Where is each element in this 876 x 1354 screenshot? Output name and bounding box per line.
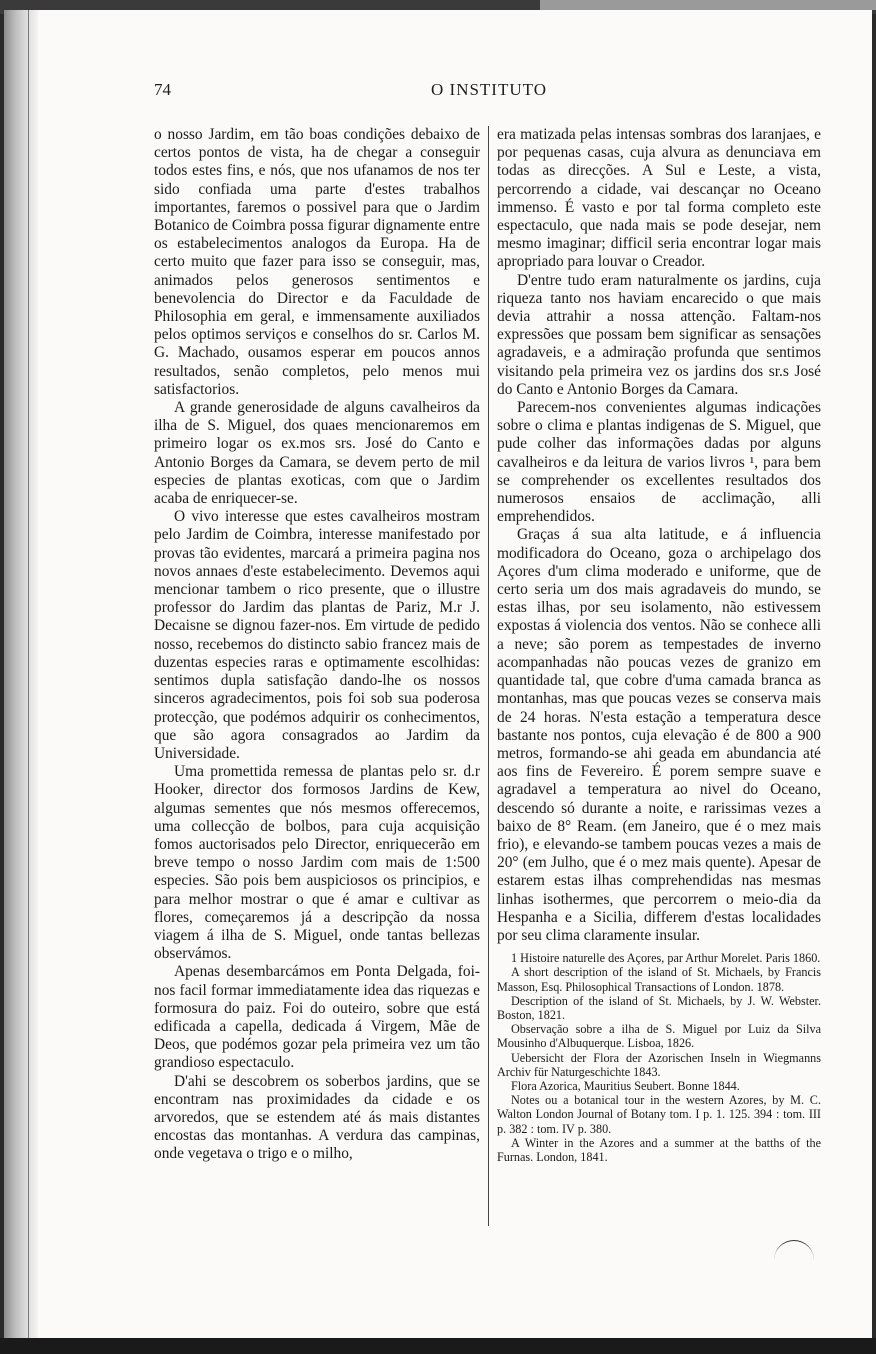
scan-border-top-light [540, 0, 876, 10]
right-paragraph-1: era matizada pelas intensas sombras dos laranjaes, e por pequenas casas, cuja alvura as denunciava em todas as direcções. A Sul e Leste, a vista, percorrendo a cidade, vai descançar no Oceano immenso. É vasto e por tal forma completo este espectaculo, que nada mais se pode desejar, nem mesmo imaginar; difficil seria encontrar logar mais apropriado para louvar o Creador. [497, 126, 821, 271]
right-column [497, 126, 821, 1164]
left-paragraph-1: o nosso Jardim, em tão boas condições debaixo de certos pontos de vista, ha de chegar a conseguir todos estes fins, e nós, que nos ufanamos de nos ter sido confiada uma parte d'estes trabalhos importantes, faremos o possivel para que o Jardim Botanico de Coimbra possa figurar dignamente entre os estabelecimentos analogos da Europa. Ha de certo muito que fazer para isso se conseguir, mas, animados pelos generosos sentimentos e benevolencia do Director e da Faculdade de Philosophia em geral, e immensamente auxiliados pelos optimos serviços e conselhos do sr. Carlos M. G. Machado, ousamos esperar em poucos annos resultados, senão completos, pelo menos mui satisfactorios. [154, 126, 480, 398]
footnote: Observação sobre a ilha de S. Miguel por Luiz da Silva Mousinho d'Albuquerque. Lisboa, 1826. [497, 1022, 821, 1051]
column-rule [488, 126, 489, 1226]
right-paragraph-4: Graças á sua alta latitude, e á influencia modificadora do Oceano, goza o archipelago dos Açores d'um clima moderado e uniforme, que de certo seria um dos mais agradaveis do mundo, se estas ilhas, por seu isolamento, não estivessem expostas á violencia dos ventos. Não se conhece alli a neve; são porem as tempestades de inverno acompanhadas não poucas vezes de granizo em quantidade tal, que cobre d'uma camada branca as montanhas, mas que poucas vezes se conserva mais de 24 horas. N'esta estação a temperatura desce bastante nos pontos, cuja elevação é de 800 a 900 metros, formando-se ahi geada em abundancia até aos fins de Fevereiro. É porem sempre suave e agradavel a temperatura ao nivel do Oceano, descendo só durante a noite, e rarissimas vezes a baixo de 8° Ream. (em Janeiro, que é o mez mais frio), e elevando-se tambem poucas vezes a mais de 20° (em Julho, que é o mez mais quente). Apesar de estarem estas ilhas comprehendidas nas mesmas linhas isothermes, que percorrem o meio-dia da Hespanha e a Sicilia, differem d'estas localidades por seu clima claramente insular. [497, 526, 821, 944]
footnote: Notes ou a botanical tour in the western Azores, by M. C. Walton London Journal of Botany tom. I p. 1. 125. 394 : tom. III p. 382 : tom. IV p. 380. [497, 1093, 821, 1136]
page-header [144, 80, 834, 102]
footnote: Uebersicht der Flora der Azorischen Inseln in Wiegmanns Archiv für Naturgeschichte 1843. [497, 1050, 821, 1079]
left-column [154, 126, 480, 1164]
left-paragraph-3: O vivo interesse que estes cavalheiros mostram pelo Jardim de Coimbra, interesse manifestado por provas tão evidentes, marcará a primeira pagina nos novos annaes d'este estabelecimento. Devemos aqui mencionar tambem o rico presente, que o illustre professor do Jardim das plantas de Pariz, M.r J. Decaisne se dignou fazer-nos. Em virtude de pedido nosso, recebemos do distincto sabio francez mais de duzentas especies raras e optimamente escolhidas: sentimos dupla satisfação dando-lhe os nossos sinceros agradecimentos, pois foi sob sua poderosa protecção, que podémos adquirir os conhecimentos, que são agora consagrados ao Jardim da Universidade. [154, 508, 480, 762]
footnote: A short description of the island of St. Michaels, by Francis Masson, Esq. Philosophical Transactions of London. 1878. [497, 965, 821, 994]
left-paragraph-4: Uma promettida remessa de plantas pelo sr. d.r Hooker, director dos formosos Jardins de Kew, algumas sementes que nós mesmos offerecemos, uma collecção de bolbos, para cuja acquisição fomos auctorisados pelo Director, enriquecerão em breve tempo o nosso Jardim com mais de 1:500 especies. São pois bem auspiciosos os principios, e para melhor mostrar o que é amar e cultivar as flores, começaremos já a descripção da nossa viagem á ilha de S. Miguel, onde tantas bellezas observámos. [154, 763, 480, 963]
scan-border-bottom [0, 1338, 876, 1354]
footnote: 1 Histoire naturelle des Açores, par Arthur Morelet. Paris 1860. [511, 951, 821, 966]
left-paragraph-5: Apenas desembarcámos em Ponta Delgada, foi-nos facil formar immediatamente idea das riquezas e formosura do paiz. Foi do outeiro, sobre que está edificada a capella, dedicada á Virgem, Mãe de Deos, que podémos gozar pela primeira vez um tão grandioso espectaculo. [154, 963, 480, 1072]
book-page [4, 10, 872, 1340]
page-curl-mark [774, 1240, 814, 1261]
gutter-line [28, 10, 29, 1340]
page-number: 74 [154, 80, 171, 99]
left-paragraph-2: A grande generosidade de alguns cavalheiros da ilha de S. Miguel, dos quaes mencionaremos em primeiro logar os ex.mos srs. José do Canto e Antonio Borges da Camara, se devem perto de mil especies de plantas exoticas, com que o Jardim acaba de enriquecer-se. [154, 399, 480, 508]
right-paragraph-3: Parecem-nos convenientes algumas indicações sobre o clima e plantas indigenas de S. Miguel, que pude colher das informações dadas por alguns cavalheiros e da leitura de varios livros ¹, para bem se comprehender os excellentes resultados dos numerosos ensaios de acclimação, alli emprehendidos. [497, 399, 821, 526]
footnote: Flora Azorica, Mauritius Seubert. Bonne 1844. [511, 1078, 740, 1093]
running-title: O INSTITUTO [431, 80, 547, 99]
right-paragraph-2: D'entre tudo eram naturalmente os jardins, cuja riqueza tanto nos haviam encarecido o que mais devia attrahir a nossa attenção. Faltam-nos expressões que possam bem significar as sensações agradaveis, e a admiração profunda que sentimos visitando pela primeira vez os jardins dos sr.s José do Canto e Antonio Borges da Camara. [497, 271, 821, 398]
left-paragraph-6: D'ahi se descobrem os soberbos jardins, que se encontram nas proximidades da cidade e os arvoredos, que se estendem até ás mais distantes encostas das montanhas. A verdura das campinas, onde vegetava o trigo e o milho, [154, 1072, 480, 1163]
footnotes [497, 951, 821, 1164]
page-gutter [4, 10, 38, 1340]
footnote: Description of the island of St. Michaels, by J. W. Webster. Boston, 1821. [497, 993, 821, 1022]
footnote: A Winter in the Azores and a summer at the batths of the Furnas. London, 1841. [497, 1135, 821, 1164]
